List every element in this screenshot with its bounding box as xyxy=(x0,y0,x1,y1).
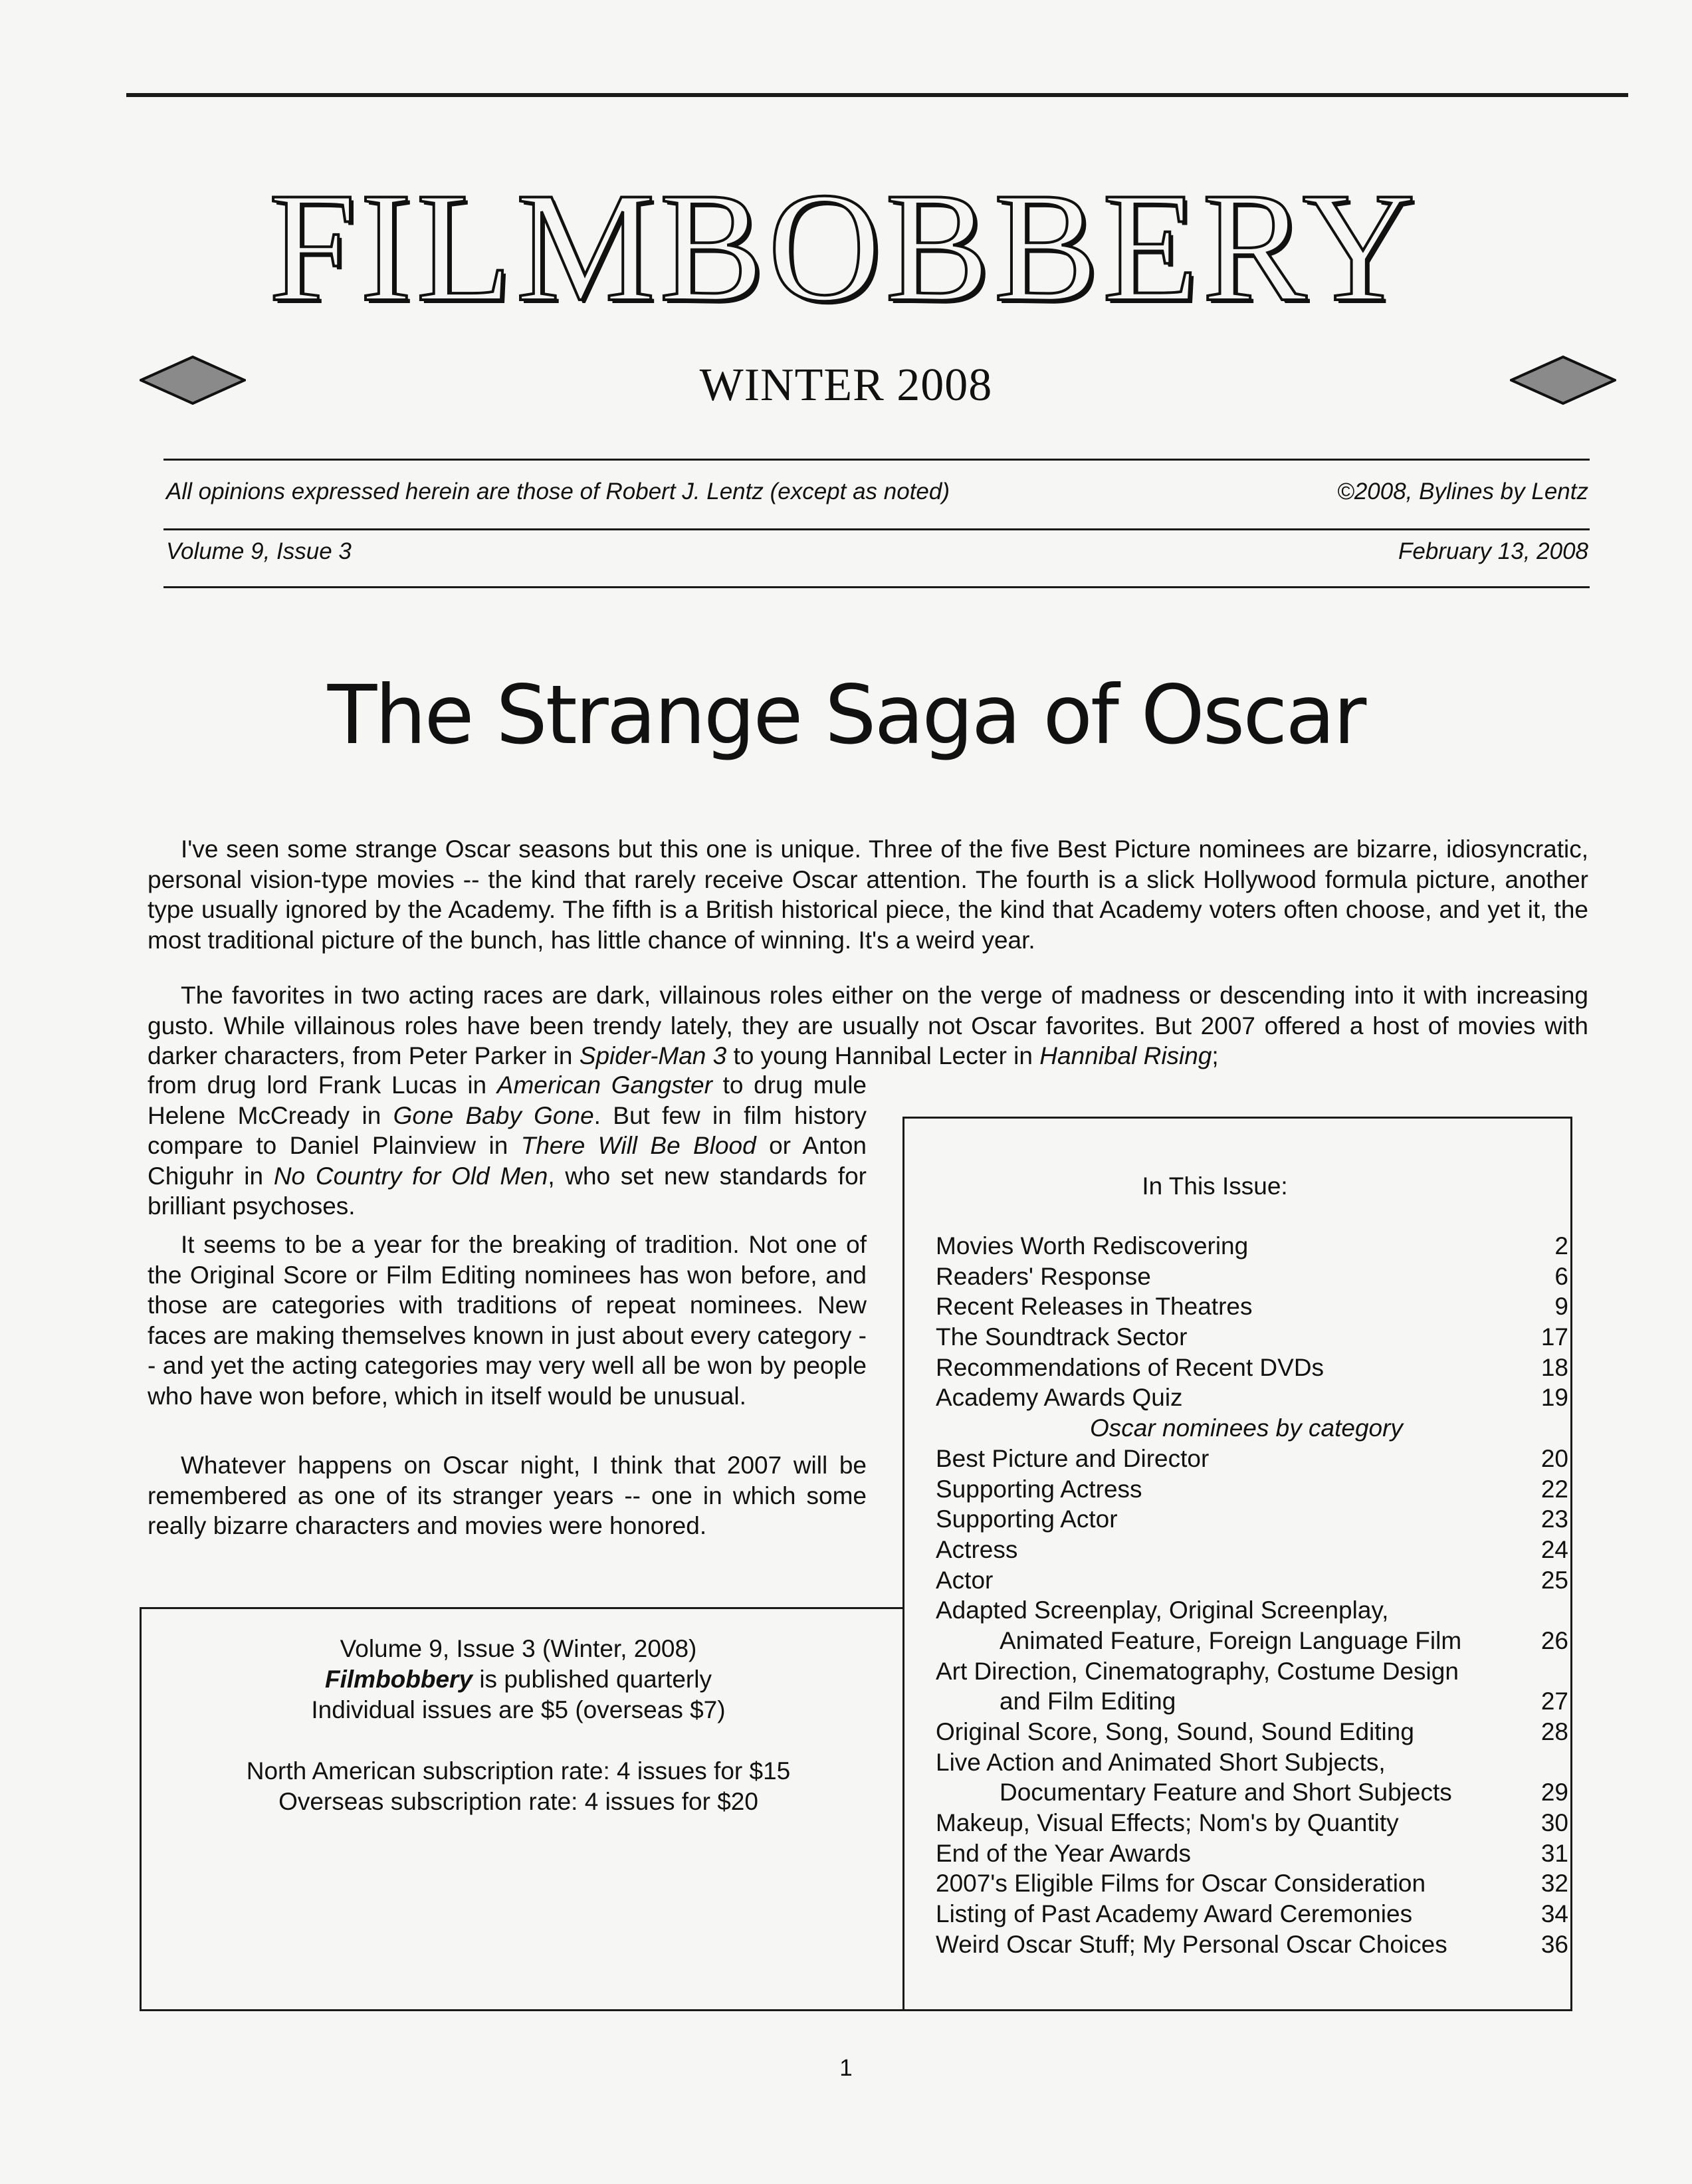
toc-list xyxy=(936,1231,1568,1960)
toc-item[interactable]: Academy Awards Quiz 19 xyxy=(936,1384,1568,1412)
subscription-line-4: North American subscription rate: 4 issues for $15 xyxy=(246,1757,791,1785)
toc-item[interactable]: 2007's Eligible Films for Oscar Consideration 32 xyxy=(936,1870,1568,1898)
film-title: Spider-Man 3 xyxy=(579,1042,727,1069)
toc-item[interactable]: Adapted Screenplay, Original Screenplay, xyxy=(936,1596,1389,1624)
opinion-line xyxy=(166,479,1588,505)
toc-item[interactable]: Recent Releases in Theatres 9 xyxy=(936,1293,1568,1321)
subscription-line-3: Individual issues are $5 (overseas $7) xyxy=(311,1696,726,1723)
volume-issue: Volume 9, Issue 3 xyxy=(166,538,352,564)
film-title: Hannibal Rising xyxy=(1039,1042,1212,1069)
film-title: Gone Baby Gone xyxy=(393,1101,594,1129)
issue-season: WINTER 2008 xyxy=(699,360,993,411)
film-title: There Will Be Blood xyxy=(520,1132,756,1159)
opinion-note: All opinions expressed herein are those of Robert J. Lentz (except as noted) xyxy=(166,479,950,504)
issue-date: February 13, 2008 xyxy=(1398,538,1588,564)
issue-line xyxy=(166,538,1588,565)
masthead-title: FILMBOBBERY xyxy=(268,161,1420,334)
toc-item[interactable]: Weird Oscar Stuff; My Personal Oscar Choices 36 xyxy=(936,1930,1568,1958)
toc-section-heading: Oscar nominees by category xyxy=(1090,1414,1403,1442)
toc-item[interactable]: Original Score, Song, Sound, Sound Editing 28 xyxy=(936,1718,1568,1745)
paragraph-2-continued: from drug lord Frank Lucas in American Gangster to drug mule Helene McCready in Gone Baby Gone. But few in film history compare to Daniel Plainview in There Will Be Blood or Anton Chiguhr in No Country for Old Men, who set new standards for brilliant psychoses. xyxy=(148,1071,867,1220)
top-rule xyxy=(126,93,1628,97)
toc-item[interactable]: Listing of Past Academy Award Ceremonies 34 xyxy=(936,1900,1568,1928)
subscription-line-1: Volume 9, Issue 3 (Winter, 2008) xyxy=(340,1635,697,1662)
toc-item[interactable]: Movies Worth Rediscovering 2 xyxy=(936,1232,1568,1259)
toc-item[interactable]: End of the Year Awards 31 xyxy=(936,1839,1568,1867)
film-title: American Gangster xyxy=(496,1071,712,1099)
publication-name: Filmbobbery xyxy=(325,1666,473,1693)
toc-item[interactable]: Art Direction, Cinematography, Costume Design xyxy=(936,1657,1459,1685)
toc-item[interactable]: Recommendations of Recent DVDs 18 xyxy=(936,1353,1568,1381)
toc-item[interactable]: Supporting Actor 23 xyxy=(936,1505,1568,1533)
toc-item[interactable]: The Soundtrack Sector 17 xyxy=(936,1323,1568,1351)
film-title: No Country for Old Men xyxy=(273,1162,548,1190)
toc-item[interactable]: Supporting Actress 22 xyxy=(936,1475,1568,1503)
info-rule-top xyxy=(163,459,1590,461)
toc-item[interactable]: Readers' Response 6 xyxy=(936,1262,1568,1290)
article-headline: The Strange Saga of Oscar xyxy=(327,668,1365,762)
subscription-line-5: Overseas subscription rate: 4 issues for $20 xyxy=(278,1788,758,1815)
toc-item[interactable]: Live Action and Animated Short Subjects, xyxy=(936,1748,1386,1776)
toc-item[interactable]: Actor 25 xyxy=(936,1566,1568,1594)
info-rule-bottom xyxy=(163,586,1590,588)
info-rule-middle xyxy=(163,528,1590,530)
page-number: 1 xyxy=(839,2055,853,2081)
toc-item[interactable]: Actress 24 xyxy=(936,1535,1568,1563)
subscription-line-2: Filmbobbery is published quarterly xyxy=(325,1666,712,1693)
toc-item[interactable]: Best Picture and Director 20 xyxy=(936,1444,1568,1472)
toc-item[interactable]: Makeup, Visual Effects; Nom's by Quantity 30 xyxy=(936,1809,1568,1837)
toc-item-continued[interactable]: Animated Feature, Foreign Language Film 26 xyxy=(1000,1626,1568,1654)
paragraph-4: Whatever happens on Oscar night, I think that 2007 will be remembered as one of its stranger years -- one in which some really bizarre characters and movies were honored. xyxy=(148,1452,867,1539)
toc-item-continued[interactable]: and Film Editing 27 xyxy=(1000,1688,1568,1715)
paragraph-3: It seems to be a year for the breaking of tradition. Not one of the Original Score or Film Editing nominees has won before, and those are categories with traditions of repeat nominees. New faces are making themselves known in just about every category -- and yet the acting categories may very well all be won by people who have won before, which in itself would be unusual. xyxy=(148,1231,867,1410)
paragraph-1: I've seen some strange Oscar seasons but this one is unique. Three of the five Best Picture nominees are bizarre, idiosyncratic, personal vision-type movies -- the kind that rarely receive Oscar attention. The fourth is a slick Hollywood formula picture, another type usually ignored by the Academy. The fifth is a British historical piece, the kind that Academy voters often choose, and yet it, the most traditional picture of the bunch, has little chance of winning. It's a weird year. xyxy=(148,835,1588,954)
toc-title: In This Issue: xyxy=(1142,1172,1288,1200)
toc-item-continued[interactable]: Documentary Feature and Short Subjects 29 xyxy=(1000,1779,1568,1806)
paragraph-2-top: The favorites in two acting races are dark, villainous roles either on the verge of madness or descending into it with increasing gusto. While villainous roles have been trendy lately, they are usually not Oscar favorites. But 2007 offered a host of movies with darker characters, from Peter Parker in Spider-Man 3 to young Hannibal Lecter in Hannibal Rising; xyxy=(148,982,1588,1069)
copyright-note: ©2008, Bylines by Lentz xyxy=(1337,479,1588,504)
